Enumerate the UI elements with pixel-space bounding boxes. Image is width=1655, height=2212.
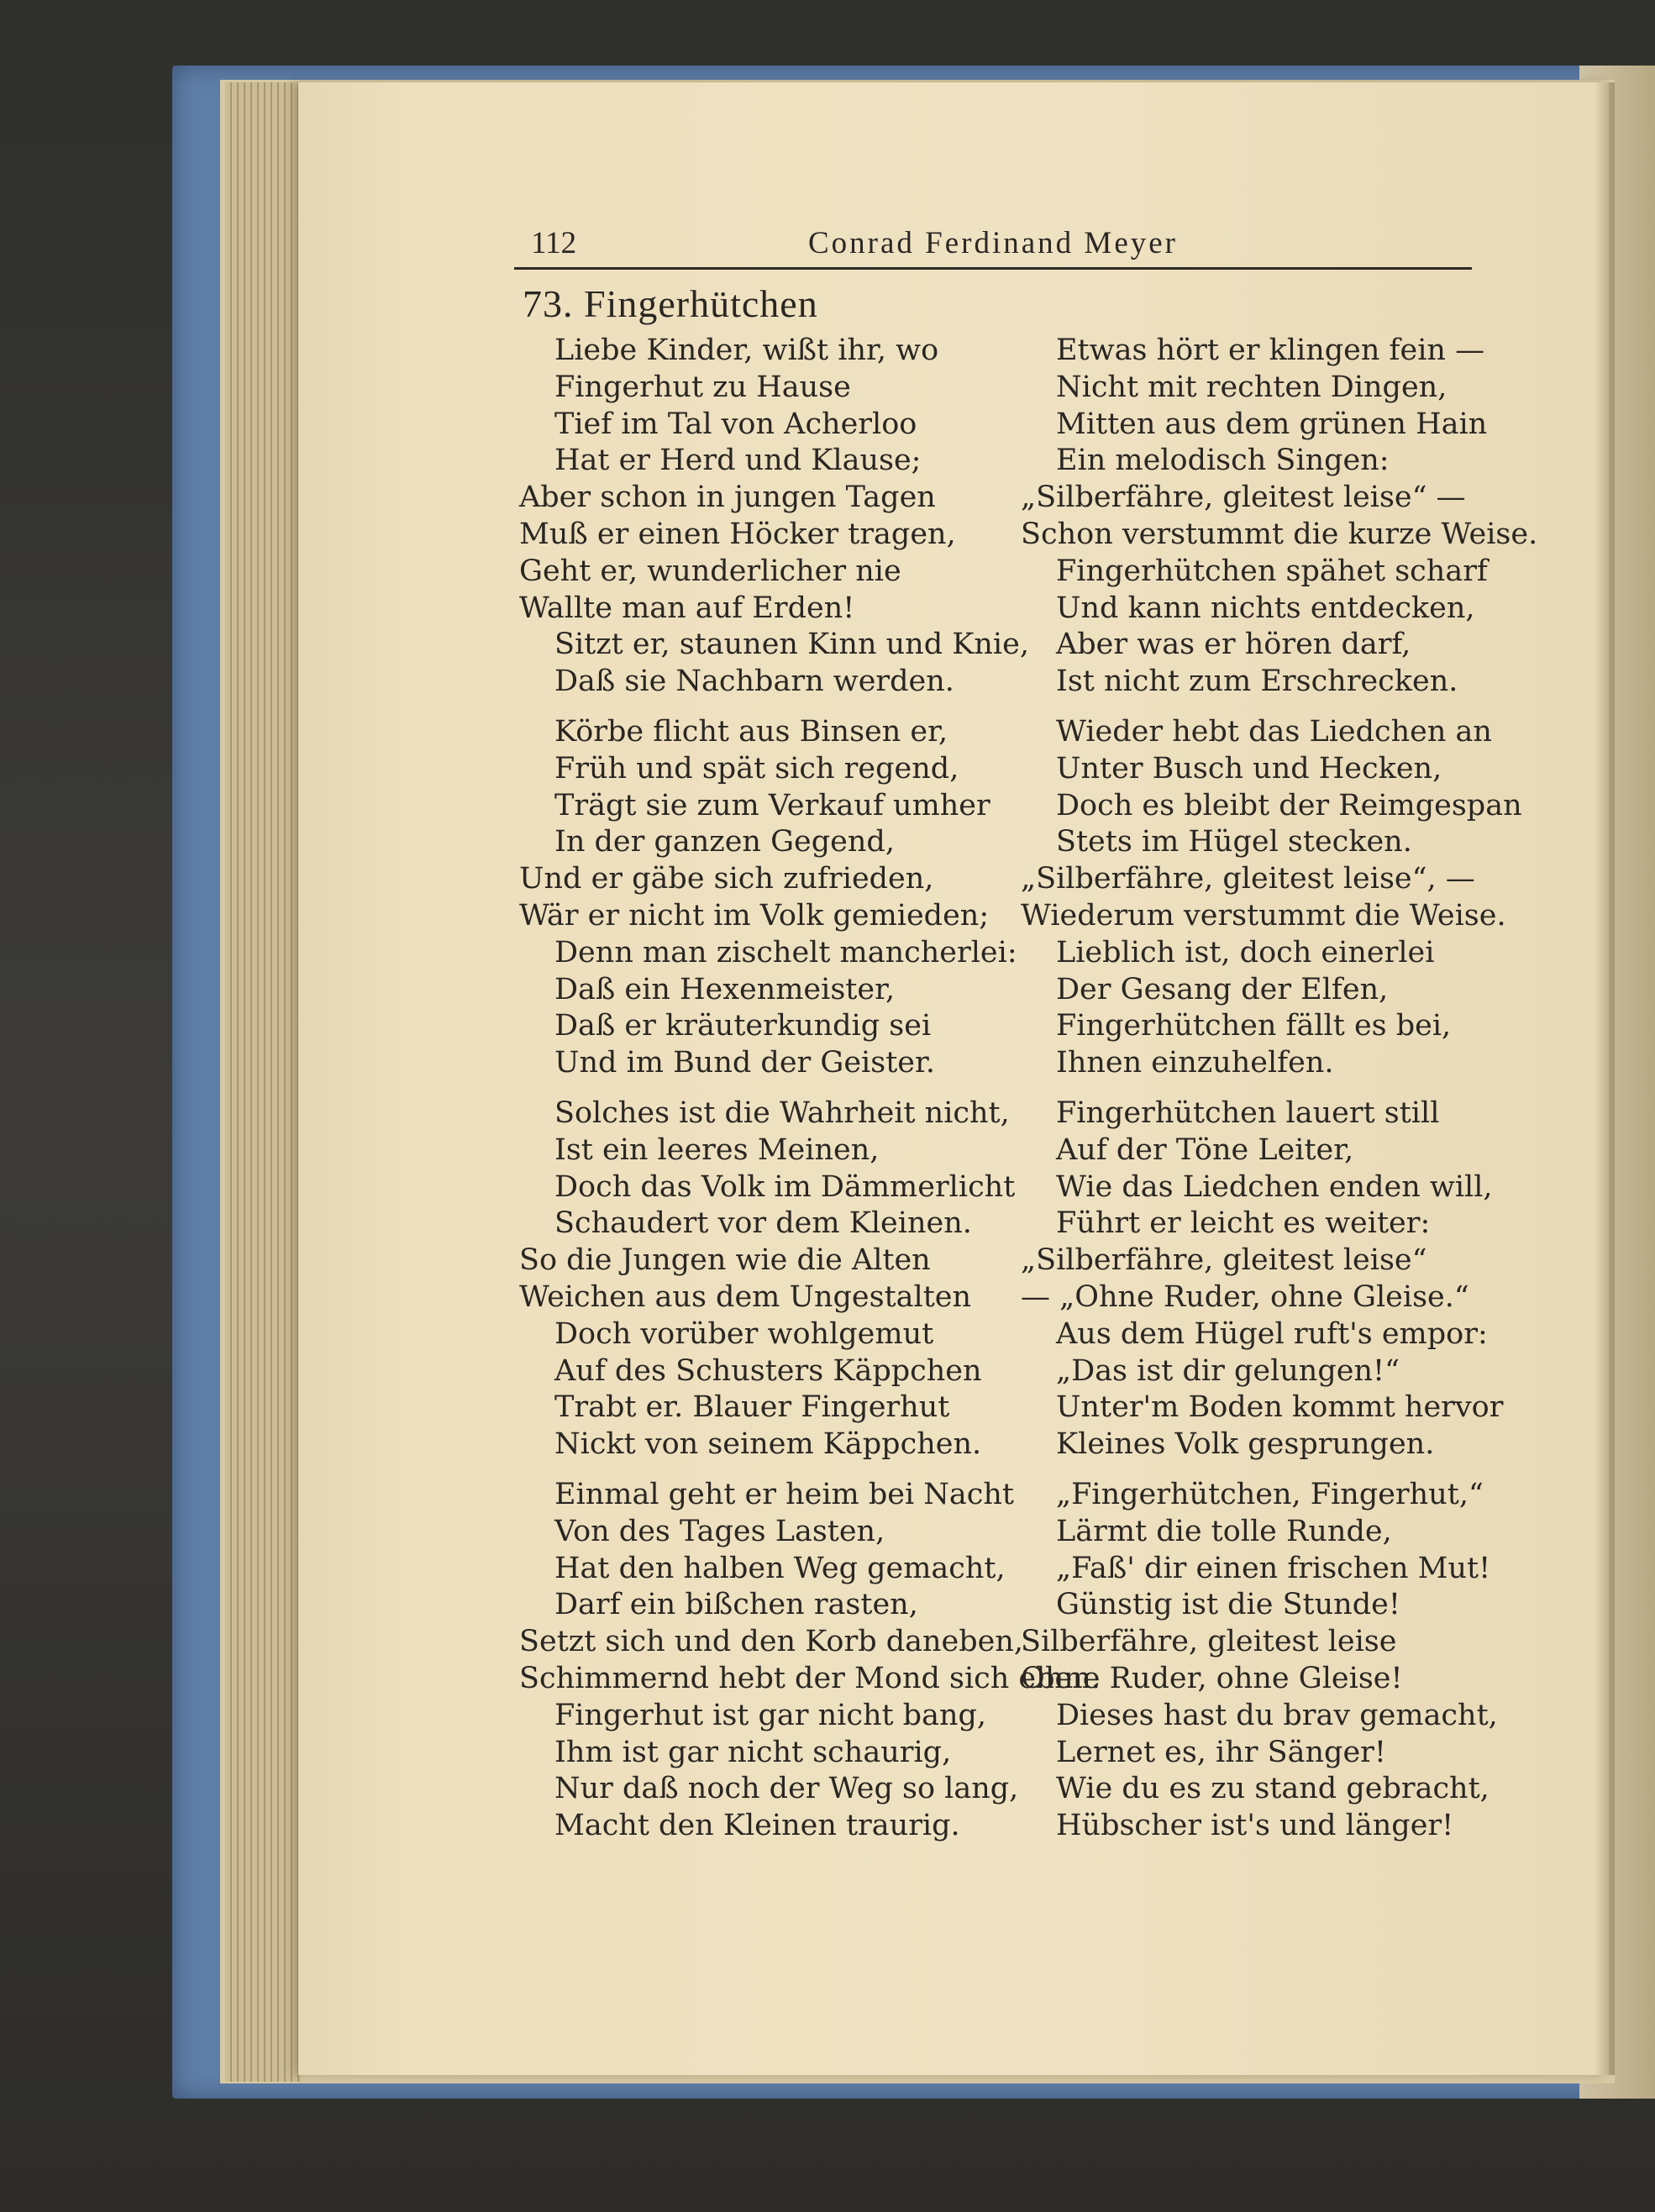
poem-line: Ohne Ruder, ohne Gleise! (1021, 1662, 1403, 1695)
poem-line: Unter Busch und Hecken, (1056, 751, 1442, 785)
poem-line: Ist ein leeres Meinen, (554, 1132, 880, 1167)
poem-line: Etwas hört er klingen fein — (1056, 334, 1485, 367)
poem-line: „Fingerhütchen, Fingerhut,“ (1056, 1478, 1484, 1511)
poem-line: Daß sie Nachbarn werden. (554, 665, 954, 699)
poem-line: Nur daß noch der Weg so lang, (554, 1772, 1019, 1806)
poem-line: Schimmernd hebt der Mond sich eben. (519, 1662, 1101, 1695)
poem-line: Doch es bleibt der Reimgespan (1056, 788, 1522, 822)
poem-line: Lieblich ist, doch einerlei (1056, 935, 1435, 969)
poem-line: Ist nicht zum Erschrecken. (1056, 665, 1458, 699)
poem-line: Wiederum verstummt die Weise. (1021, 899, 1506, 933)
poem-line: Trägt sie zum Verkauf umher (554, 788, 990, 822)
page-edges (225, 82, 301, 2082)
poem-line: Solches ist die Wahrheit nicht, (554, 1096, 1010, 1130)
poem-line: Fingerhütchen spähet scharf (1056, 554, 1488, 588)
poem-line: Fingerhut zu Hause (554, 370, 851, 404)
poem-line: — „Ohne Ruder, ohne Gleise.“ (1021, 1280, 1469, 1314)
poem-line: Günstig ist die Stunde! (1056, 1588, 1400, 1622)
poem-line: Fingerhut ist gar nicht bang, (554, 1698, 987, 1732)
poem-line: Liebe Kinder, wißt ihr, wo (554, 334, 939, 367)
poem-line: Wie das Liedchen enden will, (1056, 1169, 1493, 1204)
poem-line: Nickt von seinem Käppchen. (554, 1427, 982, 1462)
poem-line: Macht den Kleinen traurig. (554, 1809, 960, 1843)
poem-line: „Das ist dir gelungen!“ (1056, 1353, 1400, 1388)
poem-line: Geht er, wunderlicher nie (519, 554, 901, 588)
poem-line: Hat er Herd und Klause; (554, 444, 922, 478)
poem-line: Körbe flicht aus Binsen er, (554, 715, 948, 749)
poem-line: Daß er kräuterkundig sei (554, 1009, 932, 1043)
poem-line: Darf ein bißchen rasten, (554, 1588, 918, 1622)
poem-line: Hübscher ist's und länger! (1056, 1809, 1454, 1843)
poem-line: Setzt sich und den Korb daneben, (519, 1625, 1024, 1659)
poem-line: Lärmt die tolle Runde, (1056, 1514, 1392, 1548)
poem-line: Von des Tages Lasten, (554, 1514, 885, 1548)
poem-line: Aber schon in jungen Tagen (519, 481, 936, 515)
running-head: Conrad Ferdinand Meyer (807, 226, 1178, 260)
poem-line: Früh und spät sich regend, (554, 751, 959, 785)
poem-line: Dieses hast du brav gemacht, (1056, 1698, 1498, 1732)
poem-line: Tief im Tal von Acherloo (554, 407, 917, 441)
poem-line: Aus dem Hügel ruft's empor: (1056, 1316, 1488, 1351)
poem-line: Nicht mit rechten Dingen, (1056, 370, 1447, 404)
poem-line: Daß ein Hexenmeister, (554, 972, 896, 1006)
poem-line: Unter'm Boden kommt hervor (1056, 1390, 1504, 1425)
poem-line: Auf des Schusters Käppchen (554, 1353, 982, 1388)
poem-line: Doch das Volk im Dämmerlicht (554, 1169, 1016, 1204)
poem-line: Sitzt er, staunen Kinn und Knie, (554, 628, 1029, 662)
poem-line: Trabt er. Blauer Fingerhut (554, 1390, 950, 1425)
poem-line: In der ganzen Gegend, (554, 825, 895, 859)
poem-line: Hat den halben Weg gemacht, (554, 1551, 1006, 1585)
poem-line: Muß er einen Höcker tragen, (519, 518, 956, 551)
poem-line: Silberfähre, gleitest leise (1021, 1625, 1397, 1659)
poem-line: Mitten aus dem grünen Hain (1056, 407, 1488, 441)
poem-line: Fingerhütchen lauert still (1056, 1096, 1440, 1130)
poem-line: Ihnen einzuhelfen. (1056, 1046, 1334, 1080)
poem-line: „Faß' dir einen frischen Mut! (1056, 1551, 1491, 1585)
poem-line: Auf der Töne Leiter, (1056, 1132, 1354, 1167)
poem-line: Wär er nicht im Volk gemieden; (519, 899, 990, 933)
poem-line: „Silberfähre, gleitest leise“ (1021, 1243, 1427, 1278)
poem-line: Doch vorüber wohlgemut (554, 1316, 934, 1351)
poem-line: Schon verstummt die kurze Weise. (1021, 518, 1538, 551)
poem-line: Und kann nichts entdecken, (1056, 591, 1475, 625)
poem-line: „Silberfähre, gleitest leise“, — (1021, 862, 1475, 896)
poem-line: Kleines Volk gesprungen. (1056, 1427, 1435, 1462)
poem-line: Wallte man auf Erden! (519, 591, 855, 625)
poem-line: Führt er leicht es weiter: (1056, 1206, 1431, 1241)
poem-line: Ihm ist gar nicht schaurig, (554, 1735, 952, 1769)
poem-line: So die Jungen wie die Alten (519, 1243, 931, 1278)
poem-line: Fingerhütchen fällt es bei, (1056, 1009, 1452, 1043)
poem-line: Lernet es, ihr Sänger! (1056, 1735, 1386, 1769)
poem-line: Stets im Hügel stecken. (1056, 825, 1412, 859)
poem-line: Und im Bund der Geister. (554, 1046, 936, 1080)
poem-line: Und er gäbe sich zufrieden, (519, 862, 934, 896)
poem-line: Ein melodisch Singen: (1056, 444, 1390, 478)
poem-title: 73. Fingerhütchen (523, 282, 818, 325)
poem-line: Schaudert vor dem Kleinen. (554, 1206, 972, 1241)
page-gutter-shadow (1595, 82, 1615, 2075)
poem-line: „Silberfähre, gleitest leise“ — (1021, 481, 1466, 515)
poem-line: Wie du es zu stand gebracht, (1056, 1772, 1490, 1806)
page-number: 112 (531, 226, 577, 260)
poem-line: Wieder hebt das Liedchen an (1056, 715, 1492, 749)
poem-line: Denn man zischelt mancherlei: (554, 935, 1017, 969)
poem-line: Weichen aus dem Ungestalten (519, 1280, 972, 1314)
poem-line: Der Gesang der Elfen, (1056, 972, 1389, 1006)
poem-line: Aber was er hören darf, (1056, 628, 1411, 662)
page-header (514, 225, 1472, 270)
poem-line: Einmal geht er heim bei Nacht (554, 1478, 1014, 1511)
